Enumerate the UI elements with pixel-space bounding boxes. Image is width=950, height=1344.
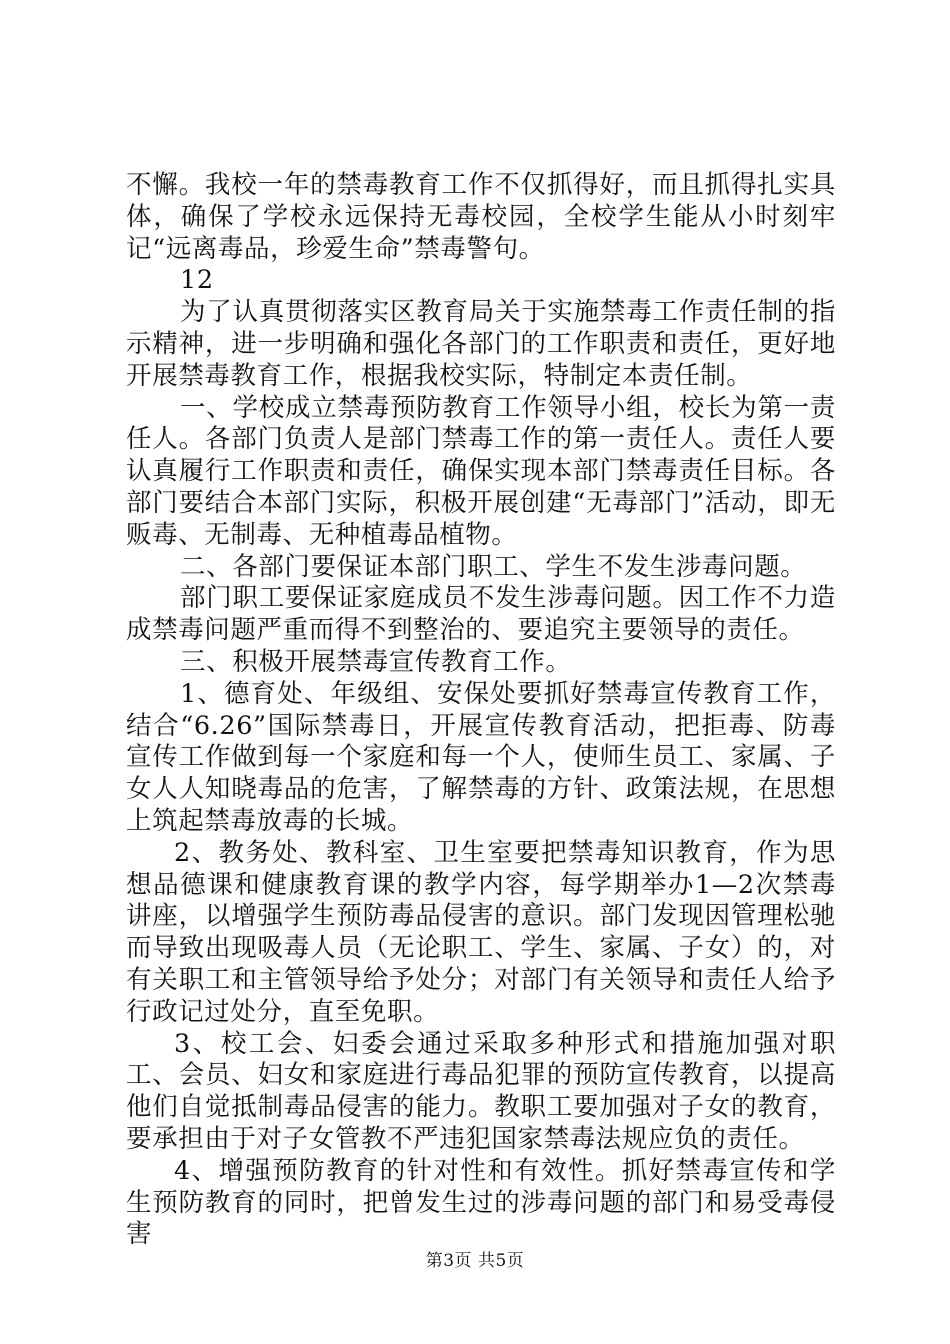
paragraph-section-2: 二、各部门要保证本部门职工、学生不发生涉毒问题。 bbox=[180, 551, 807, 582]
paragraph-item-4: 4、增强预防教育的针对性和有效性。抓好禁毒宣传和学生预防教育的同时，把曾发生过的涉毒问题的部门和易受毒侵害 bbox=[126, 1155, 836, 1250]
paragraph-section-3: 三、积极开展禁毒宣传教育工作。 bbox=[180, 646, 572, 677]
paragraph-item-1: 1、德育处、年级组、安保处要抓好禁毒宣传教育工作，结合“6.26”国际禁毒日，开展宣传教育活动，把拒毒、防毒宣传工作做到每一个家庭和每一个人，使师生员工、家属、子女人人知晓毒品的危害，了解禁毒的方针、政策法规，在思想上筑起禁毒放毒的长城。 bbox=[126, 678, 836, 836]
paragraph-item-3: 3、校工会、妇委会通过采取多种形式和措施加强对职工、会员、妇女和家庭进行毒品犯罪的预防宣传教育，以提高他们自觉抵制毒品侵害的能力。教职工要加强对子女的教育，要承担由于对子女管教不严违犯国家禁毒法规应负的责任。 bbox=[126, 1028, 836, 1154]
paragraph-intro: 为了认真贯彻落实区教育局关于实施禁毒工作责任制的指示精神，进一步明确和强化各部门的工作职责和责任，更好地开展禁毒教育工作，根据我校实际，特制定本责任制。 bbox=[126, 297, 836, 391]
paragraph-section-1: 一、学校成立禁毒预防教育工作领导小组，校长为第一责任人。各部门负责人是部门禁毒工作的第一责任人。责任人要认真履行工作职责和责任，确保实现本部门禁毒责任目标。各部门要结合本部门实际，积极开展创建“无毒部门”活动，即无贩毒、无制毒、无种植毒品植物。 bbox=[126, 392, 836, 550]
paragraph-number: 12 bbox=[180, 265, 214, 296]
paragraph-continuation: 不懈。我校一年的禁毒教育工作不仅抓得好，而且抓得扎实具体，确保了学校永远保持无毒校园，全校学生能从小时刻牢记“远离毒品，珍爱生命”禁毒警句。 bbox=[126, 170, 836, 264]
paragraph-item-2: 2、教务处、教科室、卫生室要把禁毒知识教育，作为思想品德课和健康教育课的教学内容，每学期举办1—2次禁毒讲座，以增强学生预防毒品侵害的意识。部门发现因管理松驰而导致出现吸毒人员（无论职工、学生、家属、子女）的，对有关职工和主管领导给予处分；对部门有关领导和责任人给予行政记过处分，直至免职。 bbox=[126, 837, 836, 1027]
paragraph-section-2-detail: 部门职工要保证家庭成员不发生涉毒问题。因工作不力造成禁毒问题严重而得不到整治的、要追究主要领导的责任。 bbox=[126, 583, 836, 646]
document-body bbox=[126, 170, 836, 1251]
page-footer: 第3页 共5页 bbox=[425, 1251, 525, 1271]
